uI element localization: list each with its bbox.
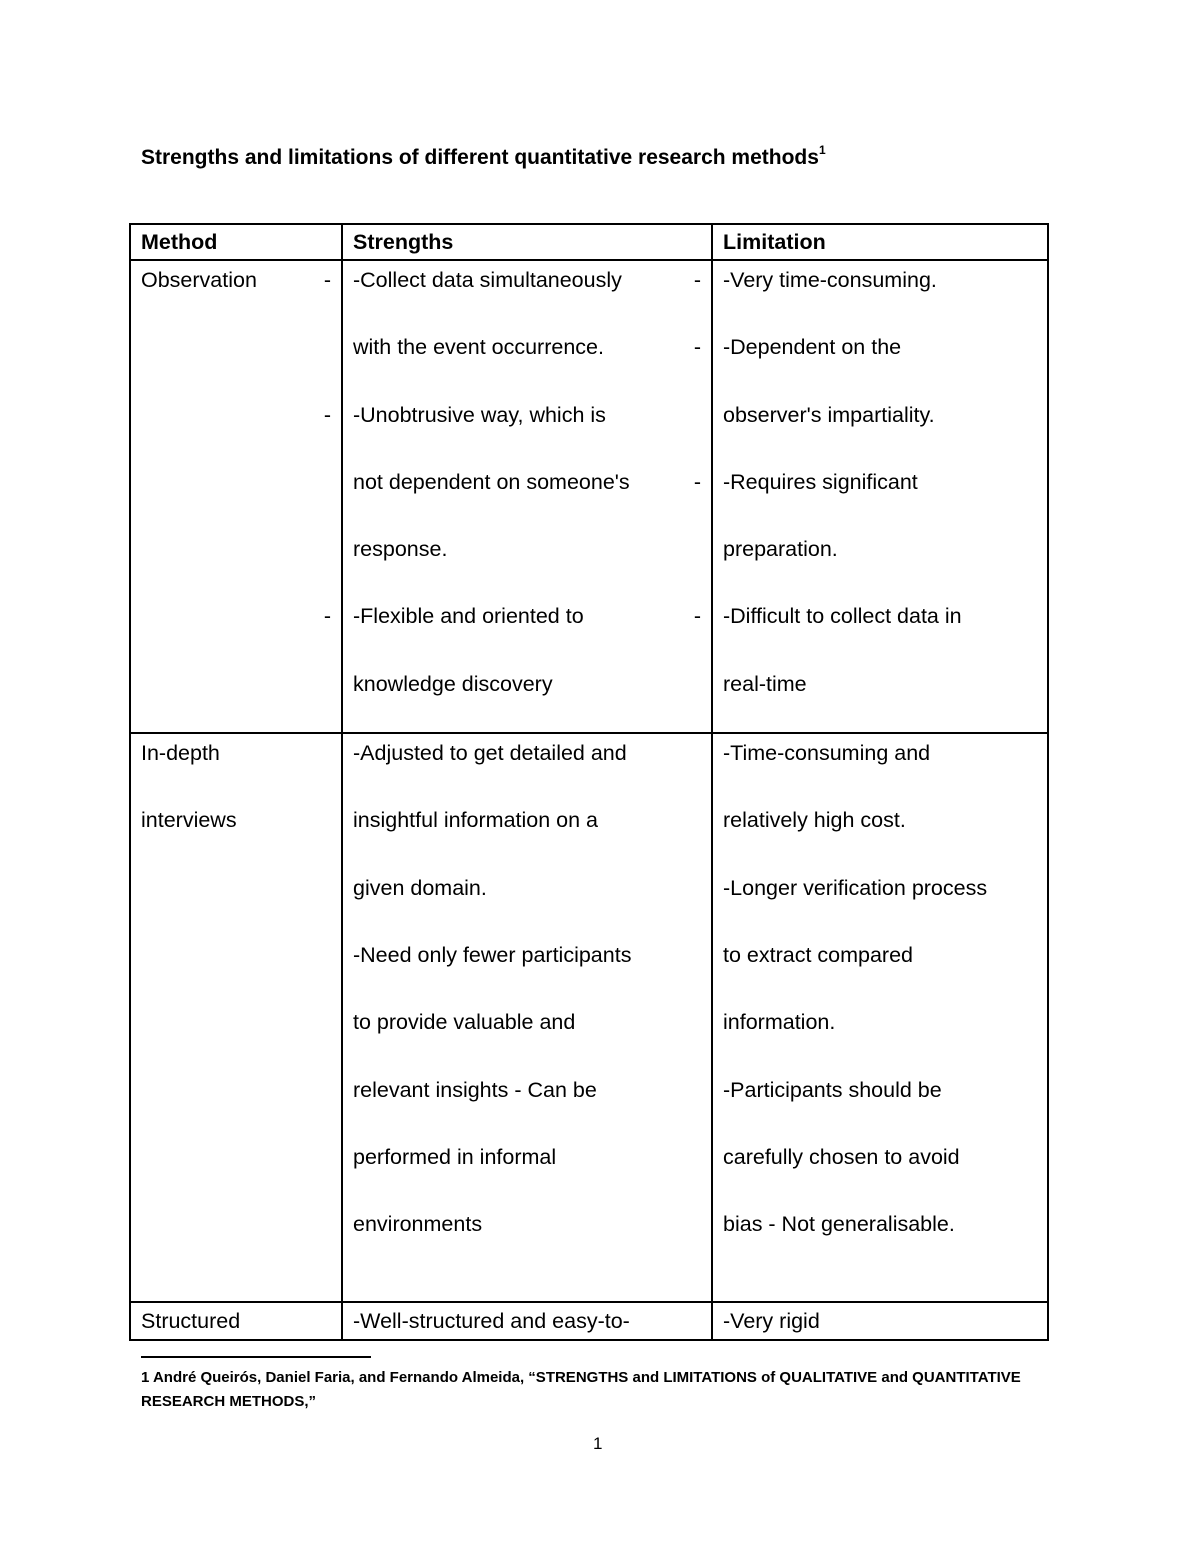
text-line: interviews bbox=[141, 808, 237, 833]
text-line bbox=[319, 665, 331, 732]
text-line: - bbox=[323, 268, 331, 292]
text-line: -Flexible and oriented to bbox=[353, 604, 584, 629]
method-lines bbox=[141, 734, 331, 869]
table-row bbox=[130, 1302, 1048, 1340]
text-line bbox=[141, 328, 319, 395]
text-line: observer's impartiality. bbox=[723, 402, 935, 427]
text-line: -Participants should be bbox=[723, 1077, 942, 1102]
text-line: real-time bbox=[723, 671, 807, 696]
text-line bbox=[319, 463, 331, 530]
text-line: relevant insights - Can be bbox=[353, 1077, 597, 1102]
methods-table bbox=[129, 223, 1049, 1341]
text-line: carefully chosen to avoid bbox=[723, 1144, 960, 1169]
header-strengths: Strengths bbox=[342, 224, 712, 260]
text-line: Observation bbox=[141, 268, 257, 292]
text-line: response. bbox=[353, 537, 448, 562]
text-line: information. bbox=[723, 1010, 836, 1035]
text-line: -Time-consuming and bbox=[723, 741, 931, 766]
text-line: knowledge discovery bbox=[353, 671, 553, 696]
footnote-mark: 1 bbox=[818, 143, 826, 157]
text-line: to extract compared bbox=[723, 942, 914, 967]
page-title bbox=[141, 145, 826, 170]
footnote-separator bbox=[141, 1356, 371, 1358]
table-row bbox=[130, 260, 1048, 733]
strengths-cell: -Well-structured and easy-to- bbox=[342, 1302, 712, 1340]
text-line: relatively high cost. bbox=[723, 808, 906, 833]
text-line: with the event occurrence. bbox=[353, 335, 604, 360]
limitation-cell bbox=[712, 733, 1048, 1302]
method-cell: Structured bbox=[130, 1302, 342, 1340]
limitation-cell: -Very rigid bbox=[712, 1302, 1048, 1340]
text-line bbox=[141, 665, 319, 732]
text-line: performed in informal bbox=[353, 1144, 557, 1169]
text-line: - bbox=[323, 604, 331, 629]
title-text: Strengths and limitations of different quantitative research methods bbox=[141, 146, 819, 169]
text-line: insightful information on a bbox=[353, 808, 599, 833]
header-method: Method bbox=[130, 224, 342, 260]
strength-lines bbox=[353, 261, 689, 732]
text-line bbox=[319, 328, 331, 395]
text-line: - bbox=[693, 469, 701, 494]
strength-dashes bbox=[689, 261, 701, 732]
text-line: -Adjusted to get detailed and bbox=[353, 741, 627, 766]
table-header-row bbox=[130, 224, 1048, 260]
text-line bbox=[689, 530, 701, 597]
text-line: - bbox=[693, 335, 701, 360]
limitation-lines bbox=[723, 734, 1037, 1272]
method-dashes bbox=[319, 261, 331, 732]
text-line: -Requires significant bbox=[723, 469, 918, 494]
text-line bbox=[141, 396, 319, 463]
text-line: -Collect data simultaneously bbox=[353, 268, 622, 292]
text-line bbox=[141, 597, 319, 664]
text-line bbox=[689, 665, 701, 732]
text-line: -Dependent on the bbox=[723, 335, 902, 360]
text-line: - bbox=[323, 402, 331, 427]
strengths-cell bbox=[342, 260, 712, 733]
text-line: to provide valuable and bbox=[353, 1010, 576, 1035]
text-line: - bbox=[693, 268, 701, 292]
method-cell bbox=[130, 733, 342, 1302]
limitation-cell bbox=[712, 260, 1048, 733]
page-number: 1 bbox=[593, 1434, 603, 1453]
strength-lines bbox=[353, 734, 701, 1272]
text-line: environments bbox=[353, 1212, 483, 1237]
text-line bbox=[141, 463, 319, 530]
header-limitation: Limitation bbox=[712, 224, 1048, 260]
method-lines bbox=[141, 261, 319, 732]
text-line: -Longer verification process bbox=[723, 875, 988, 900]
text-line: -Difficult to collect data in bbox=[723, 604, 962, 629]
limitation-lines bbox=[723, 261, 1037, 732]
text-line bbox=[689, 396, 701, 463]
text-line: -Unobtrusive way, which is bbox=[353, 402, 606, 427]
text-line: -Very time-consuming. bbox=[723, 268, 937, 292]
text-line bbox=[141, 530, 319, 597]
text-line: preparation. bbox=[723, 537, 838, 562]
text-line: - bbox=[693, 604, 701, 629]
text-line: not dependent on someone's bbox=[353, 469, 630, 494]
text-line: -Need only fewer participants bbox=[353, 942, 632, 967]
method-cell bbox=[130, 260, 342, 733]
footnote: 1 André Queirós, Daniel Faria, and Fernando Almeida, “STRENGTHS and LIMITATIONS of QUALITATIVE and QUANTITATIVE RESEARCH METHODS,” bbox=[141, 1369, 1021, 1410]
text-line: bias - Not generalisable. bbox=[723, 1212, 955, 1237]
text-line: given domain. bbox=[353, 875, 487, 900]
text-line: In-depth bbox=[141, 741, 220, 766]
text-line bbox=[319, 530, 331, 597]
strengths-cell bbox=[342, 733, 712, 1302]
table-row bbox=[130, 733, 1048, 1302]
